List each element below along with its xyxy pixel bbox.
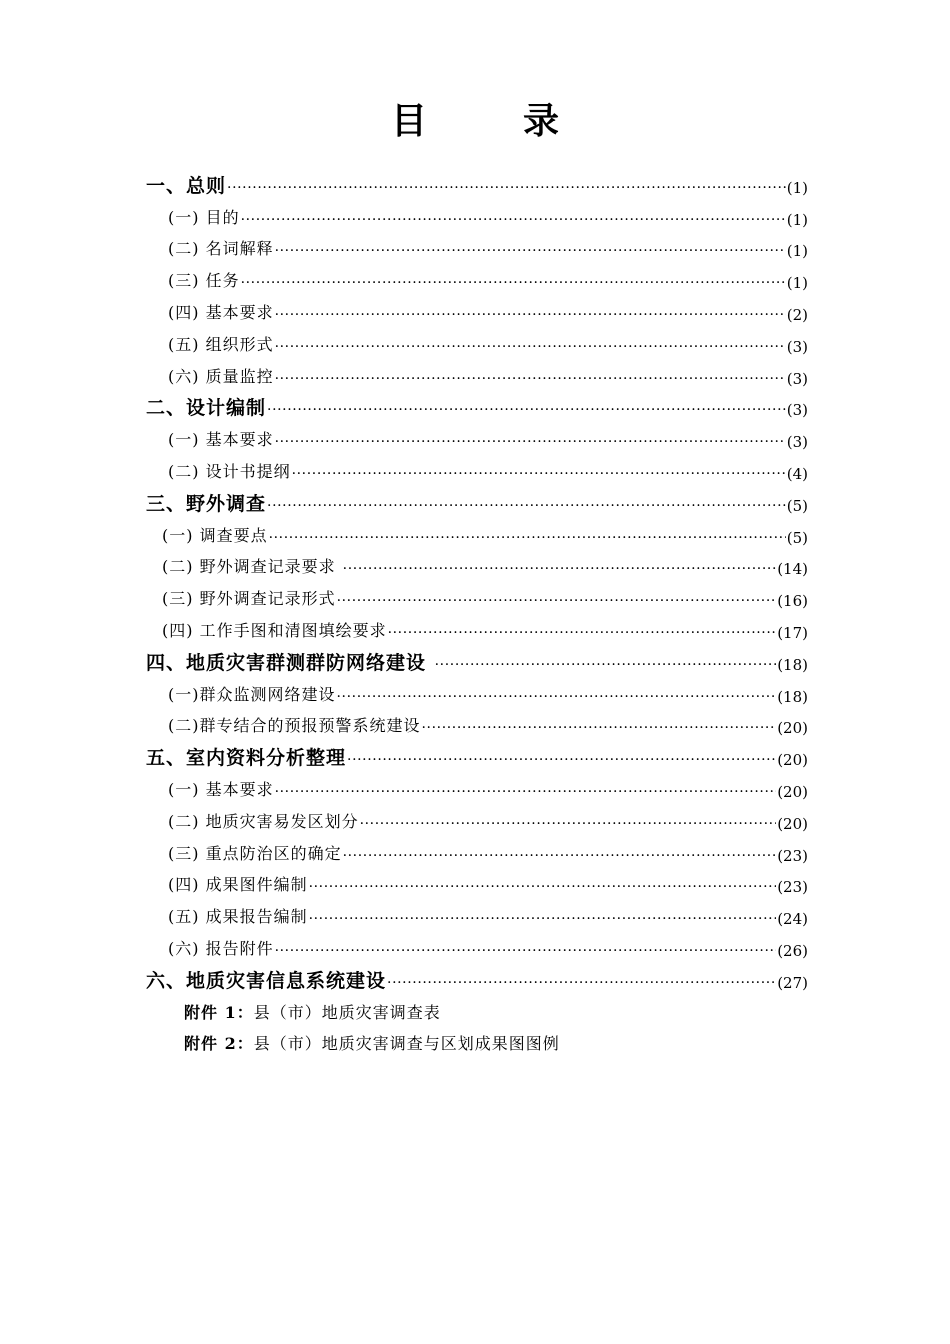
toc-dot-leader [275, 782, 777, 802]
toc-page-number: (2) [786, 305, 808, 324]
toc-dot-leader [292, 464, 786, 484]
toc-chapter-row[interactable] [146, 389, 808, 421]
toc-page-number: (17) [777, 623, 808, 642]
table-of-contents [146, 166, 808, 1056]
toc-page-number: (27) [777, 973, 808, 992]
toc-dot-leader [275, 369, 786, 389]
toc-section-row[interactable] [146, 230, 808, 262]
appendix-title: 县（市）地质灾害调查与区划成果图图例 [253, 1034, 560, 1054]
toc-entry-label: (三) 重点防治区的确定 [168, 843, 342, 863]
toc-dot-leader [275, 337, 786, 357]
toc-entry-label: (一) 调查要点 [162, 525, 268, 545]
toc-entry-label: (四) 成果图件编制 [168, 875, 308, 895]
toc-dot-leader [269, 528, 786, 548]
toc-dot-leader [387, 973, 776, 993]
toc-entry-label: 三、野外调查 [146, 492, 267, 515]
toc-dot-leader [241, 273, 786, 293]
toc-section-row[interactable] [146, 579, 808, 611]
toc-page-number: (20) [777, 814, 808, 833]
toc-page-number: (18) [777, 687, 808, 706]
toc-entries [146, 166, 808, 993]
toc-entry-label: (六) 质量监控 [168, 366, 274, 386]
toc-page-number: (3) [786, 401, 808, 420]
toc-dot-leader [337, 687, 777, 707]
toc-dot-leader [267, 400, 786, 420]
toc-page-number: (23) [777, 846, 808, 865]
toc-section-row[interactable] [146, 866, 808, 898]
toc-entry-label: 五、室内资料分析整理 [146, 747, 347, 770]
toc-entry-label: 二、设计编制 [146, 397, 267, 420]
toc-section-row[interactable] [146, 452, 808, 484]
toc-entry-label: (一) 基本要求 [168, 430, 274, 450]
toc-entry-label: (四) 基本要求 [168, 302, 274, 322]
toc-section-row[interactable] [146, 802, 808, 834]
toc-entry-label: 一、总则 [146, 174, 227, 197]
toc-page-number: (20) [777, 751, 808, 770]
toc-chapter-row[interactable] [146, 738, 808, 770]
toc-section-row[interactable] [146, 198, 808, 230]
toc-dot-leader [343, 846, 777, 866]
appendix-title: 县（市）地质灾害调查表 [253, 1002, 441, 1022]
toc-entry-label: (一) 基本要求 [168, 779, 274, 799]
toc-chapter-row[interactable] [146, 643, 808, 675]
page-title: 目 录 [390, 100, 589, 142]
toc-entry-label: (三) 任务 [168, 271, 240, 291]
toc-dot-leader [275, 241, 786, 261]
appendix-label: 附件 1： [184, 1002, 254, 1022]
toc-dot-leader [337, 591, 777, 611]
toc-page-number: (23) [777, 878, 808, 897]
appendix-label: 附件 2： [184, 1034, 254, 1054]
toc-page-number: (3) [786, 433, 808, 452]
toc-chapter-row[interactable] [146, 166, 808, 198]
toc-page-number: (20) [777, 782, 808, 801]
toc-section-row[interactable] [146, 516, 808, 548]
toc-dot-leader [267, 496, 786, 516]
toc-dot-leader [227, 178, 786, 198]
toc-entry-label: (五) 成果报告编制 [168, 907, 308, 927]
toc-dot-leader [360, 814, 777, 834]
toc-section-row[interactable] [146, 897, 808, 929]
toc-section-row[interactable] [146, 261, 808, 293]
toc-chapter-row[interactable] [146, 961, 808, 993]
toc-section-row[interactable] [146, 611, 808, 643]
toc-section-row[interactable] [146, 357, 808, 389]
appendix-row[interactable] [146, 1025, 808, 1057]
toc-page-number: (24) [777, 910, 808, 929]
toc-page-number: (1) [786, 274, 808, 293]
toc-section-row[interactable] [146, 548, 808, 580]
toc-entry-label: (三) 野外调查记录形式 [162, 589, 336, 609]
toc-dot-leader [343, 559, 777, 579]
toc-dot-leader [422, 718, 777, 738]
toc-page-number: (14) [777, 560, 808, 579]
toc-page-number: (1) [786, 178, 808, 197]
toc-dot-leader [275, 941, 777, 961]
toc-page-number: (1) [786, 242, 808, 261]
toc-page-number: (5) [786, 496, 808, 515]
toc-dot-leader [275, 305, 786, 325]
toc-section-row[interactable] [146, 834, 808, 866]
toc-section-row[interactable] [146, 675, 808, 707]
toc-page-number: (20) [777, 719, 808, 738]
toc-dot-leader [388, 623, 777, 643]
toc-entry-label: (四) 工作手图和清图填绘要求 [162, 620, 387, 640]
toc-entry-label: (二) 设计书提纲 [168, 461, 291, 481]
toc-section-row[interactable] [146, 707, 808, 739]
toc-page-number: (18) [777, 655, 808, 674]
toc-dot-leader [435, 655, 777, 675]
toc-section-row[interactable] [146, 325, 808, 357]
toc-page-number: (16) [777, 592, 808, 611]
toc-dot-leader [347, 750, 776, 770]
toc-section-row[interactable] [146, 293, 808, 325]
toc-entry-label: (一) 目的 [168, 207, 240, 227]
toc-entry-label: (二) 野外调查记录要求 [162, 557, 342, 577]
toc-entry-label: (二)群专结合的预报预警系统建设 [168, 716, 421, 736]
toc-dot-leader [275, 432, 786, 452]
toc-dot-leader [309, 877, 777, 897]
toc-page-number: (5) [786, 528, 808, 547]
toc-entry-label: (一)群众监测网络建设 [168, 684, 336, 704]
toc-page-number: (3) [786, 369, 808, 388]
appendix-list [146, 993, 808, 1057]
toc-section-row[interactable] [146, 770, 808, 802]
toc-page-number: (26) [777, 941, 808, 960]
toc-page-number: (1) [786, 210, 808, 229]
toc-page-number: (3) [786, 337, 808, 356]
toc-chapter-row[interactable] [146, 484, 808, 516]
toc-entry-label: (二) 地质灾害易发区划分 [168, 811, 359, 831]
toc-page-number: (4) [786, 464, 808, 483]
toc-entry-label: (六) 报告附件 [168, 938, 274, 958]
appendix-row[interactable] [146, 993, 808, 1025]
toc-dot-leader [241, 210, 786, 230]
toc-entry-label: 四、地质灾害群测群防网络建设 [146, 651, 434, 674]
toc-entry-label: 六、地质灾害信息系统建设 [146, 969, 387, 992]
toc-section-row[interactable] [146, 420, 808, 452]
toc-entry-label: (五) 组织形式 [168, 334, 274, 354]
toc-section-row[interactable] [146, 929, 808, 961]
toc-dot-leader [309, 909, 777, 929]
toc-entry-label: (二) 名词解释 [168, 239, 274, 259]
